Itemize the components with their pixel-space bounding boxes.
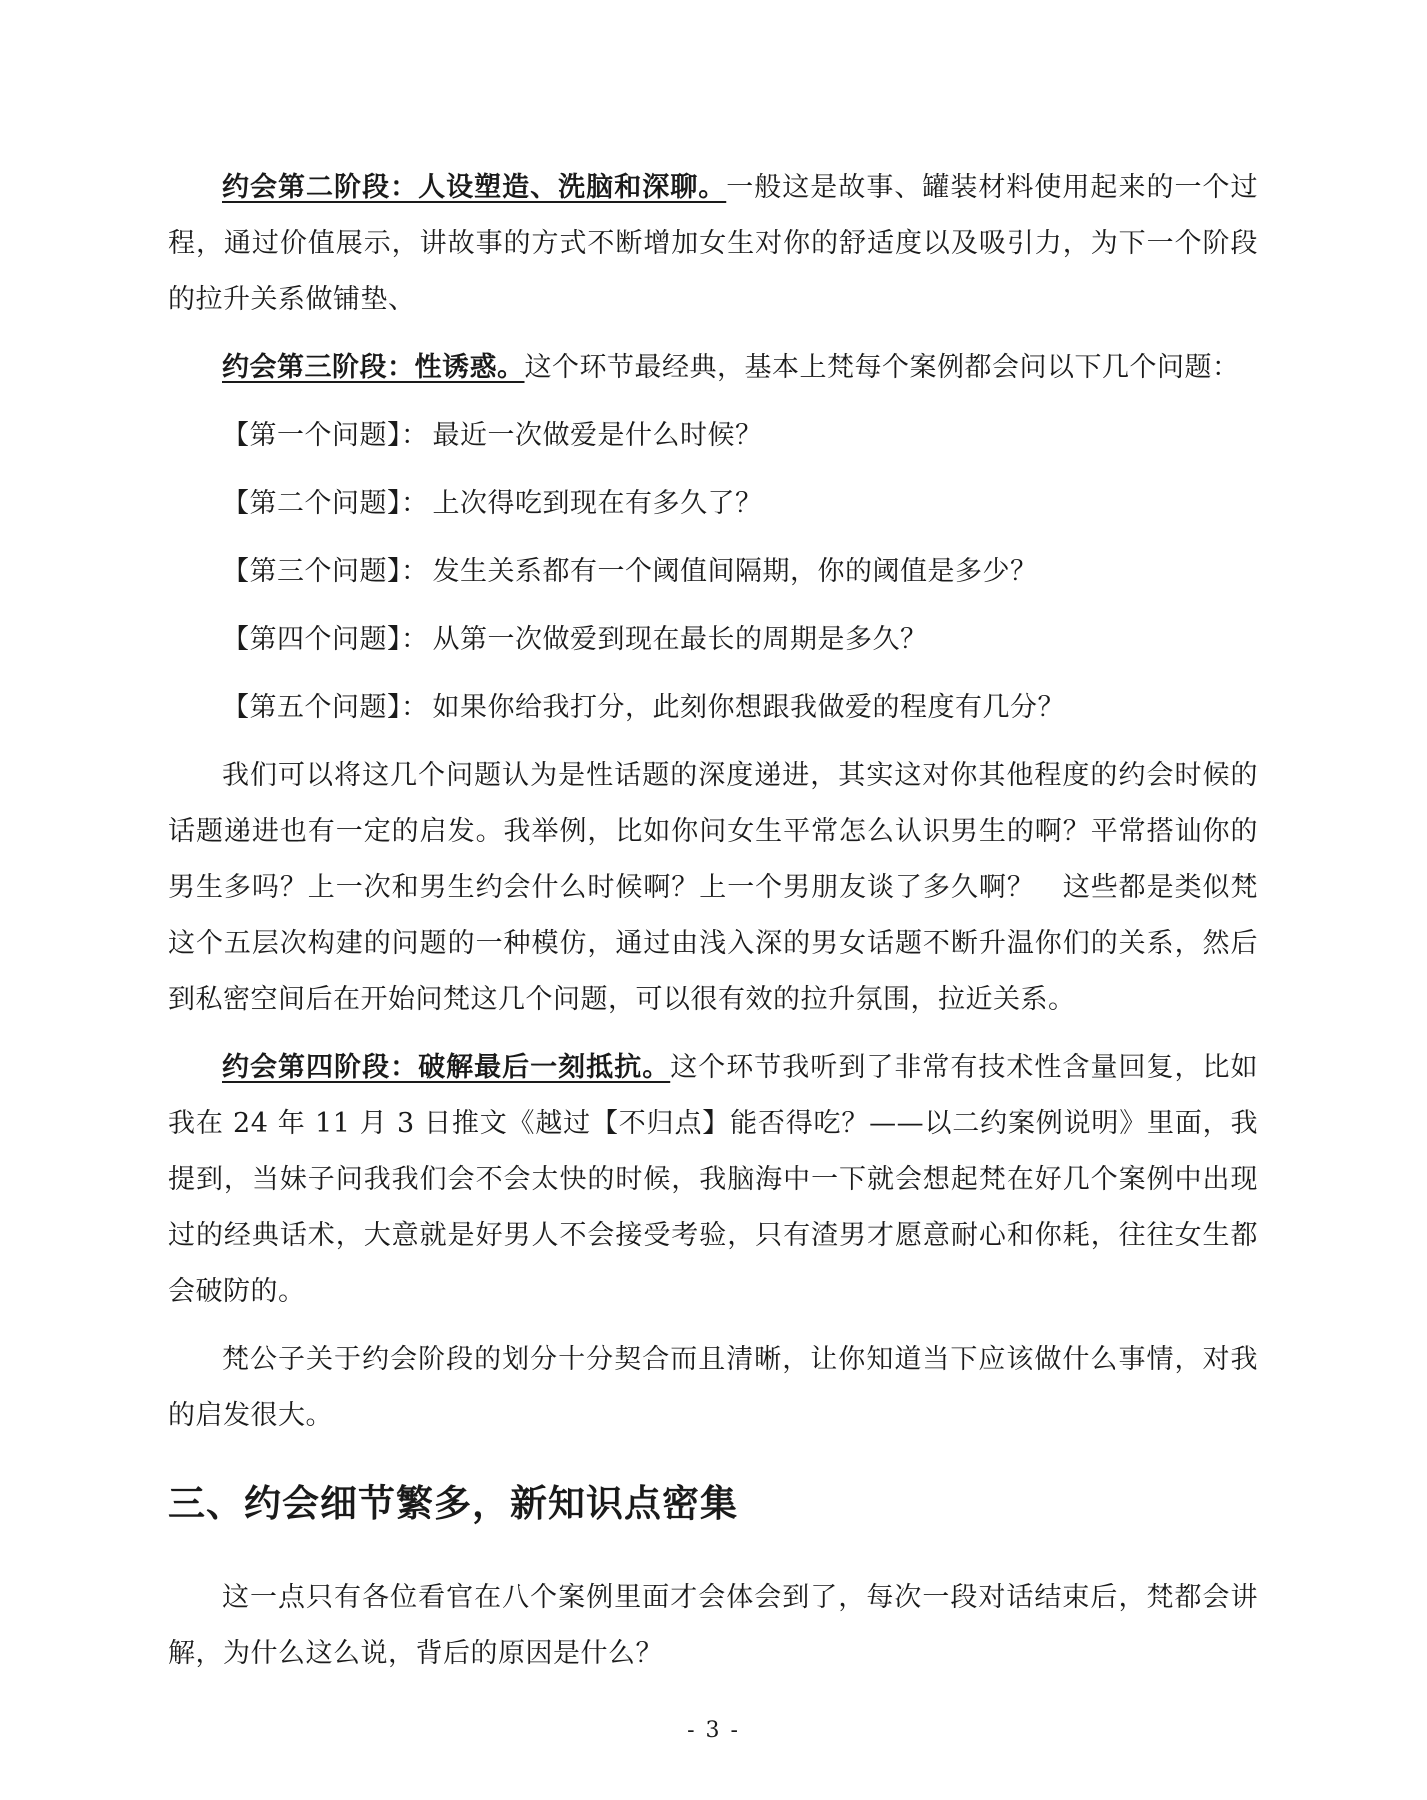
paragraph-analysis: 我们可以将这几个问题认为是性话题的深度递进，其实这对你其他程度的约会时候的话题递进也有一定的启发。我举例，比如你问女生平常怎么认识男生的啊？平常搭讪你的男生多吗？上一次和男生约会什么时候啊？上一个男朋友谈了多久啊？ 这些都是类似梵这个五层次构建的问题的一种模仿，通过由浅入深的男女话题不断升温你们的关系，然后到私密空间后在开始问梵这几个问题，可以很有效的拉升氛围，拉近关系。 bbox=[168, 760, 1258, 1015]
stage-four-lead: 约会第四阶段：破解最后一刻抵抗。 bbox=[222, 1052, 671, 1083]
question-label: 【第五个问题】： bbox=[222, 692, 429, 723]
question-item bbox=[168, 476, 1258, 532]
document-page bbox=[168, 160, 1258, 1694]
question-item bbox=[168, 612, 1258, 668]
question-text: 上次得吃到现在有多久了？ bbox=[432, 488, 763, 519]
stage-two-lead: 约会第二阶段：人设塑造、洗脑和深聊。 bbox=[222, 172, 727, 203]
question-text: 发生关系都有一个阈值间隔期，你的阈值是多少？ bbox=[432, 556, 1038, 587]
question-text: 从第一次做爱到现在最长的周期是多久？ bbox=[432, 624, 928, 655]
paragraph-stage-two bbox=[168, 160, 1258, 328]
stage-two-text: 一般这是故事、罐装材料使用起来的一个过程，通过价值展示，讲故事的方式不断增加女生对你的舒适度以及吸引力，为下一个阶段的拉升关系做铺垫、 bbox=[168, 172, 1258, 315]
question-text: 最近一次做爱是什么时候？ bbox=[432, 420, 763, 451]
question-text: 如果你给我打分，此刻你想跟我做爱的程度有几分？ bbox=[432, 692, 1065, 723]
question-label: 【第二个问题】： bbox=[222, 488, 429, 519]
stage-three-lead: 约会第三阶段：性诱惑。 bbox=[222, 352, 525, 383]
paragraph-section-intro: 这一点只有各位看官在八个案例里面才会体会到了，每次一段对话结束后，梵都会讲解，为什么这么说，背后的原因是什么？ bbox=[168, 1582, 1258, 1669]
stage-three-text: 这个环节最经典，基本上梵每个案例都会问以下几个问题： bbox=[524, 352, 1240, 383]
paragraph-summary: 梵公子关于约会阶段的划分十分契合而且清晰，让你知道当下应该做什么事情，对我的启发很大。 bbox=[168, 1344, 1258, 1431]
question-label: 【第四个问题】： bbox=[222, 624, 429, 655]
question-label: 【第一个问题】： bbox=[222, 420, 429, 451]
question-item bbox=[168, 680, 1258, 736]
page-number: - 3 - bbox=[687, 1718, 740, 1743]
section-heading: 三、约会细节繁多，新知识点密集 bbox=[168, 1482, 738, 1525]
question-item bbox=[168, 544, 1258, 600]
paragraph-stage-four bbox=[168, 1040, 1258, 1320]
question-label: 【第三个问题】： bbox=[222, 556, 429, 587]
paragraph-stage-three bbox=[168, 340, 1258, 396]
stage-four-text: 这个环节我听到了非常有技术性含量回复，比如我在 24 年 11 月 3 日推文《越过【不归点】能否得吃？——以二约案例说明》里面，我提到，当妹子问我我们会不会太快的时候，我脑海中一下就会想起梵在好几个案例中出现过的经典话术，大意就是好男人不会接受考验，只有渣男才愿意耐心和你耗，往往女生都会破防的。 bbox=[168, 1052, 1259, 1307]
question-item bbox=[168, 408, 1258, 464]
